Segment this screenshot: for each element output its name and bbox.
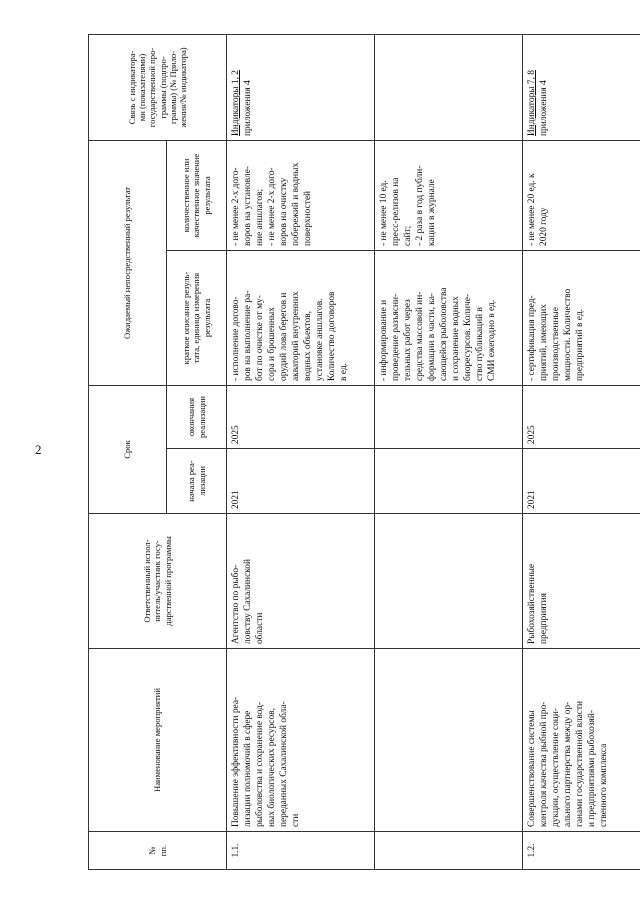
indicator-link[interactable]: Индикаторы 1, 2 — [231, 70, 241, 136]
header-expected-value: количественное или качественное значение результата — [167, 140, 227, 250]
row-end — [375, 385, 523, 448]
row-end: 2025 — [523, 385, 640, 448]
header-term: Срок — [89, 385, 167, 513]
row-name: Повышение эффективности реа- лизации полномочий в сфере рыболовства и сохранение вод- ных биологических ресурсов, переданных Сахалинской обла- сти — [227, 649, 375, 832]
row-link — [227, 34, 375, 140]
header-link: Связь с индикатора- ми (показателями) государственной про- граммы (подпро- граммы) (№ Прило- жения/№ индикатора) — [89, 34, 227, 140]
row-desc: - сертификация пред- приятий, имеющих производственные мощности. Количество предприятий в ед. — [523, 250, 640, 385]
row-end: 2025 — [227, 385, 375, 448]
header-term-start: начала реа- лизации — [167, 449, 227, 514]
table-row — [375, 34, 523, 869]
indicator-link[interactable]: Индикаторы 7, 8 — [527, 70, 537, 136]
header-name: Наименование мероприятий — [89, 649, 227, 832]
row-desc: - исполнение догово- ров на выполнение ра- бот по очистке от му- сора и брошенных орудий лова берегов и акваторий внутренних водных объектов, установке аншлагов. Количество договоров в ед. — [227, 250, 375, 385]
header-term-end: окончания реализации — [167, 385, 227, 448]
header-expected-desc: краткое описание резуль- тата, единица измерения результата — [167, 250, 227, 385]
indicator-suffix: приложения 4 — [243, 80, 254, 136]
row-responsible: Агентство по рыбо- ловству Сахалинской области — [227, 514, 375, 649]
row-responsible: Рыбохозяйственные предприятия — [523, 514, 640, 649]
row-link — [375, 34, 523, 140]
row-link — [523, 34, 640, 140]
header-row-1 — [89, 34, 167, 869]
row-desc: - информирование и проведение разъясни- тельных работ через средства массовой ин- формации в части, ка- сающейся рыболовства и сохранение водных биоресурсов. Количе- ство публикаций в СМИ ежегодно в ед. — [375, 250, 523, 385]
row-num: 1.2. — [523, 832, 640, 870]
header-responsible: Ответственный испол- нитель/участник госу- дарственной программы — [89, 514, 227, 649]
row-value: - не менее 2-х дого- воров на установле- ние аншлагов; - не менее 2-х дого- воров на очистку побережий и водных поверхностей — [227, 140, 375, 250]
row-value: - не менее 20 ед. к 2020 году — [523, 140, 640, 250]
measures-table — [88, 34, 640, 870]
header-expected: Ожидаемый непосредственный результат — [89, 140, 167, 385]
table-row — [523, 34, 640, 869]
indicator-suffix: приложения 4 — [539, 80, 550, 136]
header-num: № пп. — [89, 832, 227, 870]
row-start: 2021 — [227, 449, 375, 514]
row-name: Совершенствование системы контроля качества рыбной про- дукции, осуществление соци- ального партнерства между ор- ганами государственной власти и предприятиями рыбохозяй- ственного комплекса — [523, 649, 640, 832]
row-num: 1.1. — [227, 832, 375, 870]
page-number: 2 — [35, 442, 42, 457]
rotated-table-container — [88, 35, 610, 870]
row-responsible — [375, 514, 523, 649]
row-start: 2021 — [523, 449, 640, 514]
table-row — [227, 34, 375, 869]
row-value: - не менее 10 ед. пресс-релизов на сайт; - 2 раза в год публи- кации в журнале — [375, 140, 523, 250]
row-start — [375, 449, 523, 514]
row-num — [375, 832, 523, 870]
row-name — [375, 649, 523, 832]
